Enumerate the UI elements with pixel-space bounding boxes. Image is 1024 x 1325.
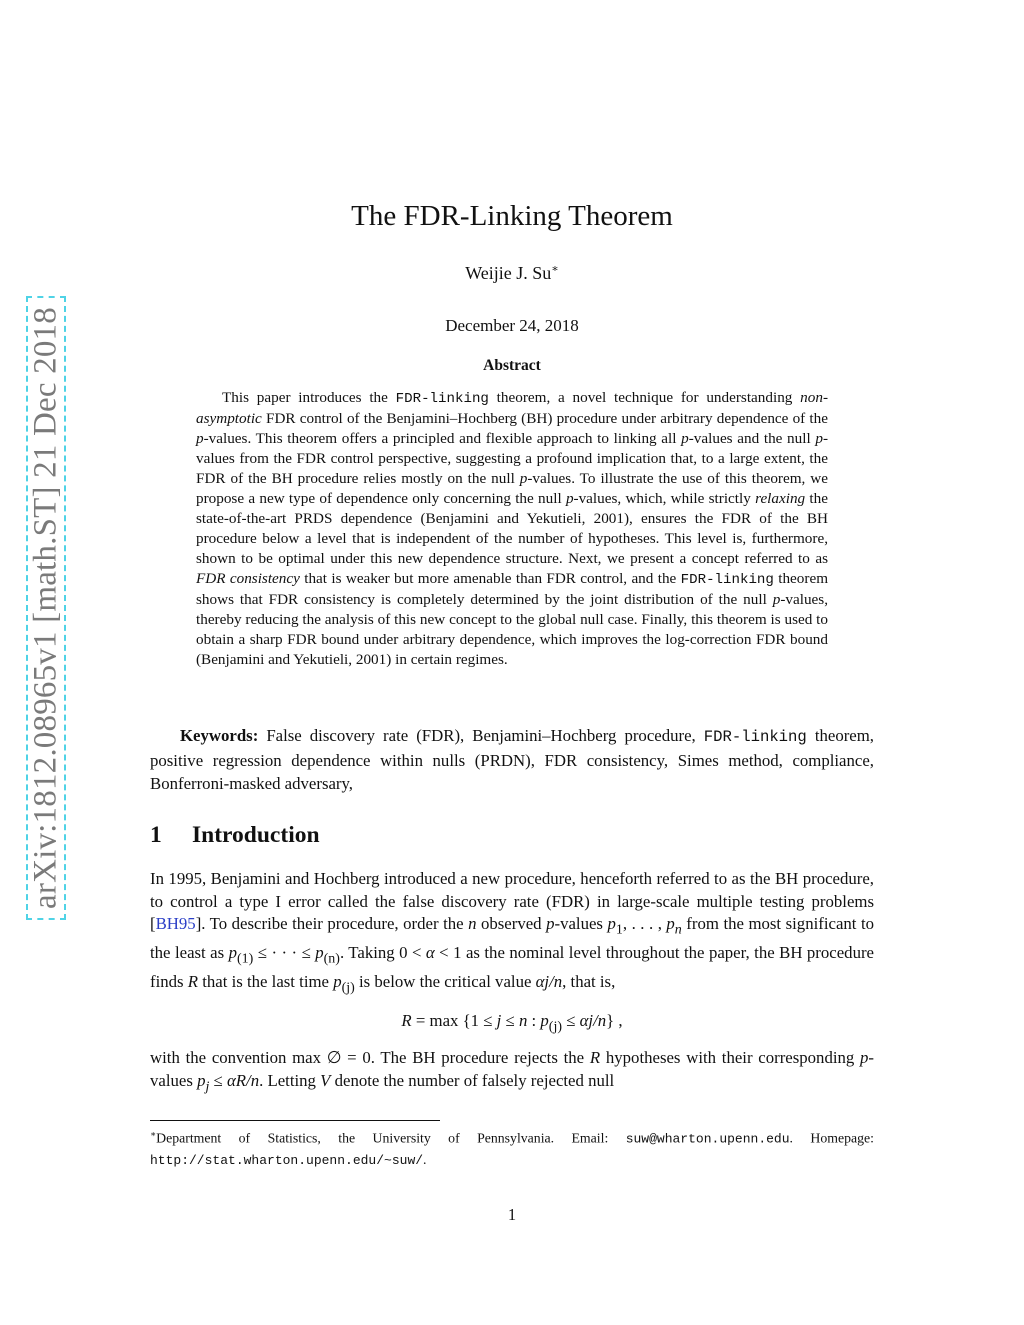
arxiv-identifier: arXiv:1812.08965v1 [math.ST] 21 Dec 2018 [27, 307, 64, 909]
paper-date: December 24, 2018 [445, 316, 579, 335]
paper-title: The FDR-Linking Theorem [351, 200, 673, 232]
section-title: Introduction [192, 822, 320, 848]
footnote-mark: ∗ [150, 1129, 157, 1139]
keywords-paragraph: Keywords: False discovery rate (FDR), Benjamini–Hochberg procedure, FDR-linking theorem, positive regression dependence within nulls (PRDN), FDR consistency, Simes method, compliance, Bonferroni-masked adversary, [150, 726, 874, 793]
author-line [0, 262, 1024, 284]
section-heading [150, 822, 320, 849]
intro-continuation: with the convention max ∅ = 0. The BH procedure rejects the R hypotheses with their corresponding p-values $p_j \le \alpha R/n$. Letting V denote the number of falsely rejected null [150, 1048, 875, 1094]
homepage-url[interactable]: http://stat.wharton.upenn.edu/~suw/ [150, 1152, 424, 1168]
keywords-label: Keywords: [180, 726, 259, 745]
author-name: Weijie J. Su [465, 263, 552, 283]
citation-link[interactable]: BH95 [155, 914, 196, 934]
abstract-heading: Abstract [483, 357, 541, 374]
introduction-body [150, 868, 874, 1099]
intro-paragraph: In 1995, Benjamini and Hochberg introduced a new procedure, henceforth referred to as the BH procedure, to control a type I error called the false discovery rate (FDR) in large-scale multiple testing problems [BH95]. To describe their procedure, order the n observed p-values $p_1$, . . . , $p_n$ from the most significant to the least as $p_{(1)}$ ≤ · · · ≤ $p_{(n)}$. Taking 0 < α < 1 as the nominal level throughout the paper, the BH procedure finds R that is the last time $p_{(j)}$ is below the critical value αj/n, that is, [150, 869, 875, 996]
abstract-body: This paper introduces the FDR-linking theorem, a novel technique for understanding non-asymptotic FDR control of the Benjamini–Hochberg (BH) procedure under arbitrary dependence of the p-values. This theorem offers a principled and flexible approach to linking all p-values and the null p-values from the FDR control perspective, suggesting a profound implication that, to a large extent, the FDR of the BH procedure relies mostly on the null p-values. To illustrate the use of this theorem, we propose a new type of dependence only concerning the null p-values, which, while strictly relaxing the state-of-the-art PRDS dependence (Benjamini and Yekutieli, 2001), ensures the FDR of the BH procedure below a level that is independent of the number of hypotheses. This level is, furthermore, shown to be optimal under this new dependence structure. Next, we present a concept referred to as FDR consistency that is weaker but more amenable than FDR control, and the FDR-linking theorem shows that FDR consistency is completely determined by the joint distribution of the null p-values, thereby reducing the analysis of this new concept to the global null case. Finally, this theorem is used to obtain a sharp FDR bound under arbitrary dependence, which improves the log-correction FDR bound (Benjamini and Yekutieli, 2001) in certain regimes. [196, 389, 829, 668]
arxiv-sidebar-stamp [26, 296, 66, 920]
email-address[interactable]: suw@wharton.upenn.edu [625, 1131, 790, 1147]
footnote: ∗Department of Statistics, the University of Pennsylvania. Email: suw@wharton.upenn.edu. Homepage: http://stat.wharton.upenn.edu/~suw/. [150, 1129, 874, 1168]
author-footnote-mark: ∗ [551, 263, 559, 275]
page-number: 1 [507, 1205, 517, 1224]
section-number: 1 [150, 822, 162, 848]
display-equation: R = max {1 ≤ j ≤ n : $p_{(j)} \le \alpha j/n$} , [401, 1011, 623, 1035]
footnote-divider [150, 1120, 440, 1121]
